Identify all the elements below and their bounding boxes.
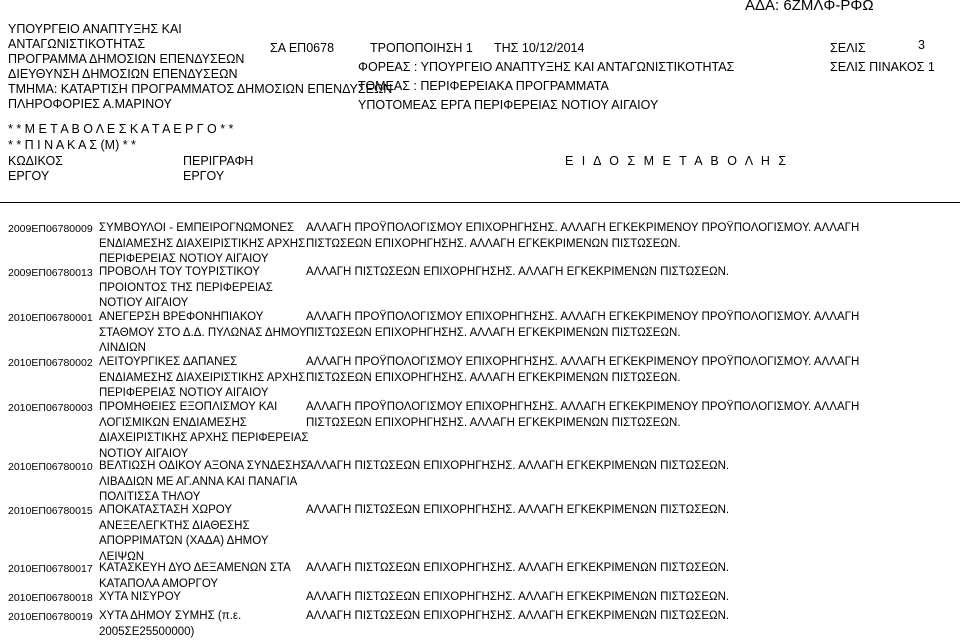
- directorate-name: ΔΙΕΥΘΥΝΣΗ ΔΗΜΟΣΙΩΝ ΕΠΕΝΔΥΣΕΩΝ: [8, 67, 238, 81]
- row-change: ΑΛΛΑΓΗ ΠΙΣΤΩΣΕΩΝ ΕΠΙΧΟΡΗΓΗΣΗΣ. ΑΛΛΑΓΗ ΕΓΚΕΚΡΙΜΕΝΩΝ ΠΙΣΤΩΣΕΩΝ.: [306, 610, 730, 622]
- row-change: ΑΛΛΑΓΗ ΠΙΣΤΩΣΕΩΝ ΕΠΙΧΟΡΗΓΗΣΗΣ. ΑΛΛΑΓΗ ΕΓΚΕΚΡΙΜΕΝΩΝ ΠΙΣΤΩΣΕΩΝ.: [306, 504, 730, 516]
- section-title-changes: * * Μ Ε Τ Α Β Ο Λ Ε Σ Κ Α Τ Α Ε Ρ Γ Ο * *: [8, 122, 234, 136]
- row-description: ΛΕΙΤΟΥΡΓΙΚΕΣ ΔΑΠΑΝΕΣ ΕΝΔΙΑΜΕΣΗΣ ΔΙΑΧΕΙΡΙΣΤΙΚΗΣ ΑΡΧΗΣ ΠΕΡΙΦΕΡΕΙΑΣ ΝΟΤΙΟΥ ΑΙΓΑΙΟΥ: [99, 356, 306, 399]
- row-code: 2010ΕΠ06780017: [8, 563, 93, 575]
- row-code: 2010ΕΠ06780010: [8, 461, 93, 473]
- row-description: ΚΑΤΑΣΚΕΥΗ ΔΥΟ ΔΕΞΑΜΕΝΩΝ ΣΤΑ ΚΑΤΑΠΟΛΑ ΑΜΟΡΓΟΥ: [99, 562, 291, 590]
- row-code: 2009ΕΠ06780013: [8, 267, 93, 279]
- row-description: ΠΡΟΜΗΘΕΙΕΣ ΕΞΟΠΛΙΣΜΟΥ ΚΑΙ ΛΟΓΙΣΜΙΚΩΝ ΕΝΔΙΑΜΕΣΗΣ ΔΙΑΧΕΙΡΙΣΤΙΚΗΣ ΑΡΧΗΣ ΠΕΡΙΦΕΡΕΙΑΣ ΝΟΤΙΟΥ ΑΙΓΑΙΟΥ: [99, 401, 309, 460]
- row-code: 2010ΕΠ06780001: [8, 312, 93, 324]
- column-header-description: ΠΕΡΙΓΡΑΦΗ: [183, 154, 254, 168]
- row-change: ΑΛΛΑΓΗ ΠΡΟΫΠΟΛΟΓΙΣΜΟΥ ΕΠΙΧΟΡΗΓΗΣΗΣ. ΑΛΛΑΓΗ ΕΓΚΕΚΡΙΜΕΝΟΥ ΠΡΟΫΠΟΛΟΓΙΣΜΟΥ. ΑΛΛΑΓΗ ΠΙΣΤΩΣΕΩΝ ΕΠΙΧΟΡΗΓΗΣΗΣ. ΑΛΛΑΓΗ ΕΓΚΕΚΡΙΜΕΝΩΝ ΠΙΣΤΩΣΕΩΝ.: [306, 222, 860, 250]
- sector-line: ΤΟΜΕΑΣ : ΠΕΡΙΦΕΡΕΙΑΚΑ ΠΡΟΓΡΑΜΜΑΤΑ: [358, 79, 609, 93]
- row-description: ΒΕΛΤΙΩΣΗ ΟΔΙΚΟΥ ΑΞΟΝΑ ΣΥΝΔΕΣΗΣ ΛΙΒΑΔΙΩΝ ΜΕ ΑΓ.ΑΝΝΑ ΚΑΙ ΠΑΝΑΓΙΑ ΠΟΛΙΤΙΣΣΑ ΤΗΛΟΥ: [99, 460, 308, 503]
- ada-number: ΑΔΑ: 6ΖΜΛΦ-ΡΦΩ: [745, 0, 874, 14]
- page-label: ΣΕΛΙΣ: [830, 41, 866, 55]
- row-code: 2009ΕΠ06780009: [8, 223, 93, 235]
- table-page: ΣΕΛΙΣ ΠΙΝΑΚΟΣ 1: [830, 60, 935, 74]
- subsector-line: ΥΠΟΤΟΜΕΑΣ ΕΡΓΑ ΠΕΡΙΦΕΡΕΙΑΣ ΝΟΤΙΟΥ ΑΙΓΑΙΟΥ: [358, 98, 659, 112]
- ministry-line-2: ΑΝΤΑΓΩΝΙΣΤΙΚΟΤΗΤΑΣ: [8, 37, 146, 51]
- row-code: 2010ΕΠ06780018: [8, 592, 93, 604]
- row-change: ΑΛΛΑΓΗ ΠΙΣΤΩΣΕΩΝ ΕΠΙΧΟΡΗΓΗΣΗΣ. ΑΛΛΑΓΗ ΕΓΚΕΚΡΙΜΕΝΩΝ ΠΙΣΤΩΣΕΩΝ.: [306, 460, 730, 472]
- row-description: ΧΥΤΑ ΔΗΜΟΥ ΣΥΜΗΣ (π.ε. 2005ΣΕ25500000): [99, 610, 242, 638]
- row-change: ΑΛΛΑΓΗ ΠΙΣΤΩΣΕΩΝ ΕΠΙΧΟΡΗΓΗΣΗΣ. ΑΛΛΑΓΗ ΕΓΚΕΚΡΙΜΕΝΩΝ ΠΙΣΤΩΣΕΩΝ.: [306, 266, 730, 278]
- row-description: ΠΡΟΒΟΛΗ ΤΟΥ ΤΟΥΡΙΣΤΙΚΟΥ ΠΡΟΙΟΝΤΟΣ ΤΗΣ ΠΕΡΙΦΕΡΕΙΑΣ ΝΟΤΙΟΥ ΑΙΓΑΙΟΥ: [99, 266, 273, 309]
- row-change: ΑΛΛΑΓΗ ΠΡΟΫΠΟΛΟΓΙΣΜΟΥ ΕΠΙΧΟΡΗΓΗΣΗΣ. ΑΛΛΑΓΗ ΕΓΚΕΚΡΙΜΕΝΟΥ ΠΡΟΫΠΟΛΟΓΙΣΜΟΥ. ΑΛΛΑΓΗ ΠΙΣΤΩΣΕΩΝ ΕΠΙΧΟΡΗΓΗΣΗΣ. ΑΛΛΑΓΗ ΕΓΚΕΚΡΙΜΕΝΩΝ ΠΙΣΤΩΣΕΩΝ.: [306, 356, 860, 384]
- row-description: ΑΝΕΓΕΡΣΗ ΒΡΕΦΟΝΗΠΙΑΚΟΥ ΣΤΑΘΜΟΥ ΣΤΟ Δ.Δ. ΠΥΛΩΝΑΣ ΔΗΜΟΥ ΛΙΝΔΙΩΝ: [99, 311, 307, 354]
- row-change: ΑΛΛΑΓΗ ΠΡΟΫΠΟΛΟΓΙΣΜΟΥ ΕΠΙΧΟΡΗΓΗΣΗΣ. ΑΛΛΑΓΗ ΕΓΚΕΚΡΙΜΕΝΟΥ ΠΡΟΫΠΟΛΟΓΙΣΜΟΥ. ΑΛΛΑΓΗ ΠΙΣΤΩΣΕΩΝ ΕΠΙΧΟΡΗΓΗΣΗΣ. ΑΛΛΑΓΗ ΕΓΚΕΚΡΙΜΕΝΩΝ ΠΙΣΤΩΣΕΩΝ.: [306, 401, 860, 429]
- department-name: ΤΜΗΜΑ: ΚΑΤΑΡΤΙΣΗ ΠΡΟΓΡΑΜΜΑΤΟΣ ΔΗΜΟΣΙΩΝ ΕΠΕΝΔΥΣΕΩΝ: [8, 82, 393, 96]
- info-contact: ΠΛΗΡΟΦΟΡΙΕΣ Α.ΜΑΡΙΝΟΥ: [8, 97, 172, 111]
- row-description: ΑΠΟΚΑΤΑΣΤΑΣΗ ΧΩΡΟΥ ΑΝΕΞΕΛΕΓΚΤΗΣ ΔΙΑΘΕΣΗΣ ΑΠΟΡΡΙΜΑΤΩΝ (ΧΑΔΑ) ΔΗΜΟΥ ΛΕΙΨΩΝ: [99, 504, 269, 563]
- row-code: 2010ΕΠ06780003: [8, 402, 93, 414]
- row-code: 2010ΕΠ06780002: [8, 357, 93, 369]
- column-header-description-2: ΕΡΓΟΥ: [183, 169, 225, 183]
- program-name: ΠΡΟΓΡΑΜΜΑ ΔΗΜΟΣΙΩΝ ΕΠΕΝΔΥΣΕΩΝ: [8, 52, 245, 66]
- amendment-number: ΤΡΟΠΟΠΟΙΗΣΗ 1: [370, 41, 473, 55]
- column-header-change-type: Ε Ι Δ Ο Σ Μ Ε Τ Α Β Ο Λ Η Σ: [565, 154, 789, 168]
- agency-line: ΦΟΡΕΑΣ : ΥΠΟΥΡΓΕΙΟ ΑΝΑΠΤΥΞΗΣ ΚΑΙ ΑΝΤΑΓΩΝΙΣΤΙΚΟΤΗΤΑΣ: [358, 60, 735, 74]
- row-change: ΑΛΛΑΓΗ ΠΡΟΫΠΟΛΟΓΙΣΜΟΥ ΕΠΙΧΟΡΗΓΗΣΗΣ. ΑΛΛΑΓΗ ΕΓΚΕΚΡΙΜΕΝΟΥ ΠΡΟΫΠΟΛΟΓΙΣΜΟΥ. ΑΛΛΑΓΗ ΠΙΣΤΩΣΕΩΝ ΕΠΙΧΟΡΗΓΗΣΗΣ. ΑΛΛΑΓΗ ΕΓΚΕΚΡΙΜΕΝΩΝ ΠΙΣΤΩΣΕΩΝ.: [306, 311, 860, 339]
- row-code: 2010ΕΠ06780019: [8, 611, 93, 623]
- ministry-line-1: ΥΠΟΥΡΓΕΙΟ ΑΝΑΠΤΥΞΗΣ ΚΑΙ: [8, 22, 182, 36]
- row-description: ΣΥΜΒΟΥΛΟΙ - ΕΜΠΕΙΡΟΓΝΩΜΟΝΕΣ ΕΝΔΙΑΜΕΣΗΣ ΔΙΑΧΕΙΡΙΣΤΙΚΗΣ ΑΡΧΗΣ ΠΕΡΙΦΕΡΕΙΑΣ ΝΟΤΙΟΥ ΑΙΓΑΙΟΥ: [99, 222, 306, 265]
- row-change: ΑΛΛΑΓΗ ΠΙΣΤΩΣΕΩΝ ΕΠΙΧΟΡΗΓΗΣΗΣ. ΑΛΛΑΓΗ ΕΓΚΕΚΡΙΜΕΝΩΝ ΠΙΣΤΩΣΕΩΝ.: [306, 562, 730, 574]
- column-header-code-2: ΕΡΓΟΥ: [8, 169, 50, 183]
- header-separator: [0, 202, 960, 203]
- amendment-date: ΤΗΣ 10/12/2014: [494, 41, 585, 55]
- page-number: 3: [918, 38, 925, 52]
- row-description: ΧΥΤΑ ΝΙΣΥΡΟΥ: [99, 591, 181, 603]
- column-header-code: ΚΩΔΙΚΟΣ: [8, 154, 63, 168]
- row-code: 2010ΕΠ06780015: [8, 505, 93, 517]
- section-title-table: * * Π Ι Ν Α Κ Α Σ (Μ) * *: [8, 138, 136, 152]
- sa-code: ΣΑ ΕΠ0678: [270, 41, 335, 55]
- row-change: ΑΛΛΑΓΗ ΠΙΣΤΩΣΕΩΝ ΕΠΙΧΟΡΗΓΗΣΗΣ. ΑΛΛΑΓΗ ΕΓΚΕΚΡΙΜΕΝΩΝ ΠΙΣΤΩΣΕΩΝ.: [306, 591, 730, 603]
